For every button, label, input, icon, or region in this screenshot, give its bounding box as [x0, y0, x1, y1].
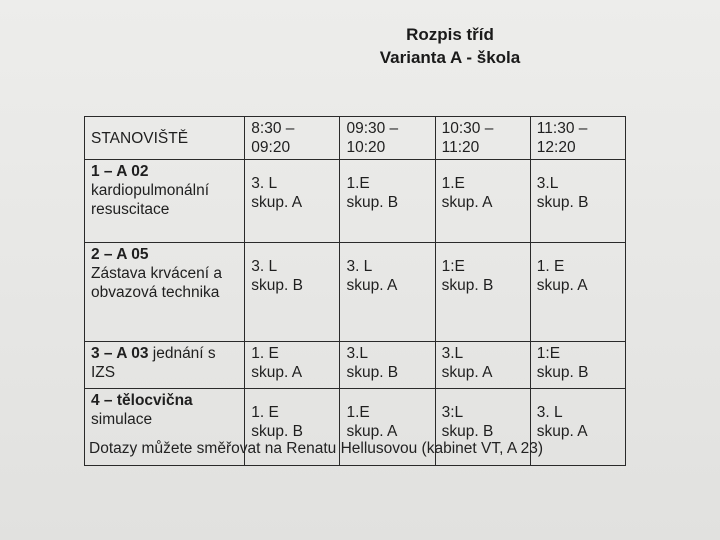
schedule-cell	[245, 342, 340, 389]
station-id: 2 – A 05	[91, 246, 149, 263]
group-label: skup. B	[441, 423, 494, 440]
group-label: skup. A	[536, 423, 588, 440]
slot-end: 10:20	[346, 139, 386, 156]
station-cell	[85, 342, 245, 389]
document-title: Rozpis tříd	[406, 25, 494, 44]
class-label: 1:E	[536, 345, 561, 362]
table-row	[85, 160, 626, 243]
schedule-cell	[530, 160, 625, 243]
group-label: skup. A	[536, 277, 588, 294]
header-slot	[530, 117, 625, 160]
group-label: skup. B	[536, 194, 589, 211]
schedule-table	[84, 116, 626, 466]
class-label: 1.E	[441, 175, 465, 192]
slot-start: 10:30 –	[441, 120, 494, 137]
schedule-cell	[435, 160, 530, 243]
station-id: 3 – A 03	[91, 345, 149, 362]
schedule-cell	[245, 243, 340, 342]
header-station	[85, 117, 245, 160]
group-label: skup. B	[251, 277, 303, 294]
station-id: 4 – tělocvična	[91, 392, 193, 409]
table-row	[85, 342, 626, 389]
schedule-cell	[340, 160, 435, 243]
class-label: 3. L	[251, 175, 278, 192]
class-label: 3.L	[346, 345, 369, 362]
slot-end: 12:20	[536, 139, 576, 156]
schedule-cell	[530, 389, 625, 466]
slot-start: 8:30 –	[251, 120, 295, 137]
class-label: 3.L	[536, 175, 559, 192]
group-label: skup. B	[536, 364, 589, 381]
class-label: 3:L	[441, 404, 464, 421]
class-label: 1.E	[346, 404, 370, 421]
station-desc: kardiopulmonální resuscitace	[91, 182, 210, 218]
contact-note: Dotazy můžete směřovat na Renatu Hellusovou (kabinet VT, A 23)	[89, 440, 544, 457]
group-label: skup. A	[251, 194, 303, 211]
station-cell	[85, 243, 245, 342]
schedule-cell	[340, 243, 435, 342]
class-label: 3. L	[536, 404, 563, 421]
group-label: skup. A	[441, 194, 493, 211]
class-label: 3. L	[346, 258, 373, 275]
group-label: skup. B	[251, 423, 303, 440]
slot-end: 09:20	[251, 139, 291, 156]
class-label: 1. E	[536, 258, 565, 275]
schedule-cell	[530, 342, 625, 389]
header-station-label: STANOVIŠTĚ	[91, 129, 189, 147]
header-slot	[245, 117, 340, 160]
table-row	[85, 243, 626, 342]
slot-end: 11:20	[441, 139, 480, 156]
station-desc: Zástava krvácení a obvazová technika	[91, 265, 222, 301]
group-label: skup. A	[346, 277, 398, 294]
schedule-cell	[245, 160, 340, 243]
group-label: skup. A	[441, 364, 493, 381]
schedule-cell	[435, 342, 530, 389]
slot-start: 09:30 –	[346, 120, 399, 137]
group-label: skup. A	[346, 423, 398, 440]
table-header-row	[85, 117, 626, 160]
group-label: skup. B	[346, 364, 399, 381]
group-label: skup. A	[251, 364, 303, 381]
station-desc: simulace	[91, 411, 153, 428]
station-id: 1 – A 02	[91, 163, 149, 180]
class-label: 1.E	[346, 175, 370, 192]
class-label: 1. E	[251, 345, 279, 362]
group-label: skup. B	[441, 277, 494, 294]
slot-start: 11:30 –	[536, 120, 588, 137]
class-label: 3.L	[441, 345, 464, 362]
station-cell	[85, 160, 245, 243]
station-desc: jednání s IZS	[91, 345, 216, 381]
class-label: 3. L	[251, 258, 278, 275]
document-subtitle: Varianta A - škola	[379, 48, 521, 67]
header-slot	[340, 117, 435, 160]
class-label: 1. E	[251, 404, 279, 421]
class-label: 1:E	[441, 258, 465, 275]
header-slot	[435, 117, 530, 160]
schedule-cell	[530, 243, 625, 342]
schedule-cell	[435, 243, 530, 342]
group-label: skup. B	[346, 194, 399, 211]
schedule-cell	[340, 342, 435, 389]
